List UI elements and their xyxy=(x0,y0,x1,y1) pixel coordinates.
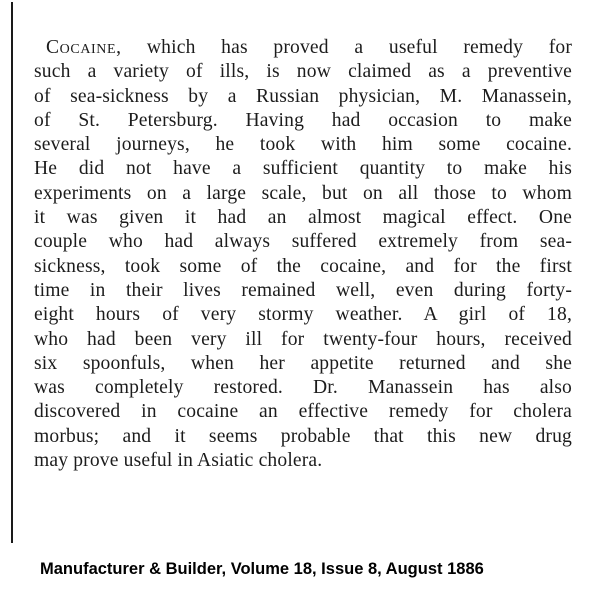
article-line-10: sickness, took some of the cocaine, and for the first xyxy=(34,255,572,277)
article-line-11: time in their lives remained well, even during forty- xyxy=(34,279,572,301)
article-line-13: who had been very ill for twenty-four hours, received xyxy=(34,328,572,350)
article-line-15: was completely restored. Dr. Manassein has also xyxy=(34,377,572,399)
article-line-3: of sea-sickness by a Russian physician, M. Manassein, xyxy=(34,85,572,107)
article-line-5: several journeys, he took with him some cocaine. xyxy=(34,134,572,156)
article-line-1: Cocaine, which has proved a useful remedy for xyxy=(46,37,572,58)
article-line-4: of St. Petersburg. Having had occasion to make xyxy=(34,109,572,131)
article-line-16: discovered in cocaine an effective remedy for cholera xyxy=(34,401,572,423)
article-text xyxy=(34,36,572,473)
lead-word: Cocaine xyxy=(46,37,117,58)
article-line-7: experiments on a large scale, but on all those to whom xyxy=(34,182,572,204)
article-line-2: such a variety of ills, is now claimed as a preventive xyxy=(34,61,572,83)
article-line-8: it was given it had an almost magical effect. One xyxy=(34,207,572,229)
article-line-14: six spoonfuls, when her appetite returned and she xyxy=(34,352,572,374)
source-caption: Manufacturer & Builder, Volume 18, Issue 8, August 1886 xyxy=(40,560,484,578)
article-line-6: He did not have a sufficient quantity to make his xyxy=(34,158,572,180)
column-rule xyxy=(11,2,13,543)
article-line-9: couple who had always suffered extremely from sea- xyxy=(34,231,572,253)
article-line-18: may prove useful in Asiatic cholera. xyxy=(34,450,323,472)
article-line-17: morbus; and it seems probable that this new drug xyxy=(34,425,572,447)
article-line-12: eight hours of very stormy weather. A girl of 18, xyxy=(34,304,572,326)
